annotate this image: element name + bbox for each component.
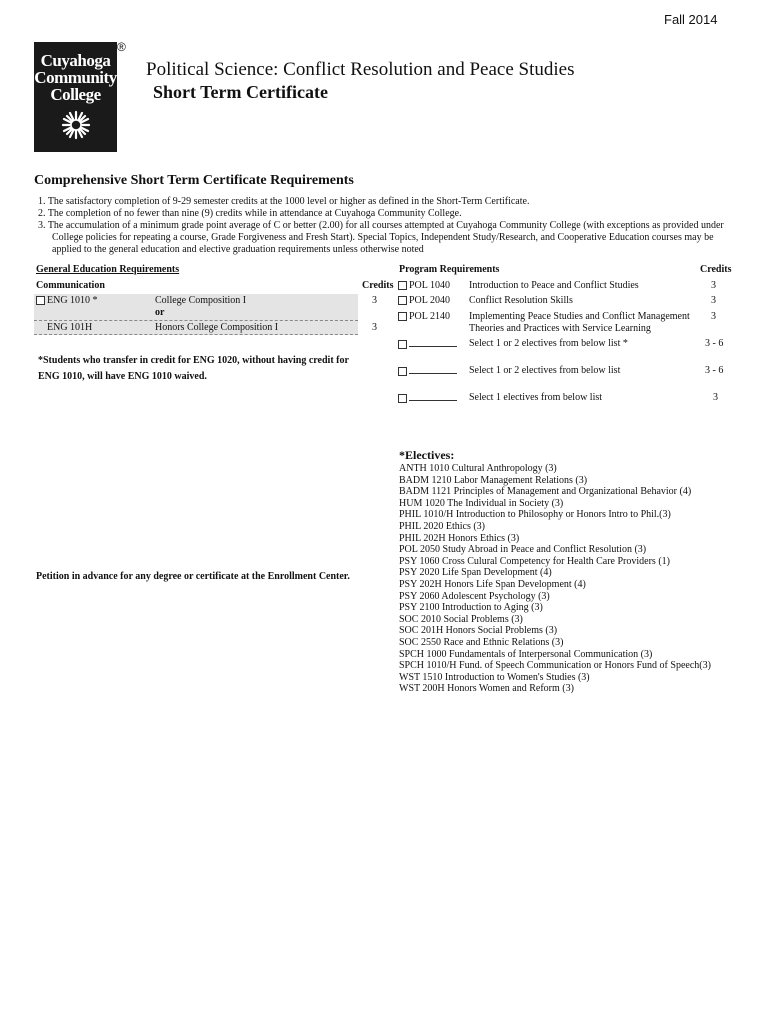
elective-item: SOC 2010 Social Problems (3) <box>399 613 523 625</box>
requirement-item: 3. The accumulation of a minimum grade point average of C or better (2.00) for all courses attempted at Cuyahoga Community College (with exceptions as provided under College policies for repeating a course, Grade Forgiveness and Fresh Start). Special Topics, Independent Study/Research, and Cooperative Education courses may be applied to the general education and elective graduation requirements unless otherwise noted <box>38 220 724 255</box>
checkbox[interactable] <box>398 340 407 349</box>
course-credits: 3 <box>711 311 716 322</box>
checkbox[interactable] <box>398 281 407 290</box>
elective-blank-field[interactable] <box>409 392 457 401</box>
electives-list <box>399 463 739 695</box>
elective-instruction: Select 1 electives from below list <box>469 392 603 403</box>
checkbox[interactable] <box>398 296 407 305</box>
course-name: Conflict Resolution Skills <box>469 295 573 306</box>
course-name: Introduction to Peace and Conflict Studies <box>469 280 639 291</box>
or-label: or <box>155 307 165 318</box>
program-row-elective <box>398 338 457 351</box>
college-logo <box>34 42 117 152</box>
petition-note: Petition in advance for any degree or certificate at the Enrollment Center. <box>36 571 350 582</box>
electives-title: *Electives: <box>399 448 455 462</box>
course-credits: 3 - 6 <box>705 365 724 376</box>
course-code: POL 1040 <box>409 280 451 291</box>
program-credits-header: Credits <box>700 264 732 275</box>
elective-instruction: Select 1 or 2 electives from below list * <box>469 338 628 349</box>
checkbox[interactable] <box>398 367 407 376</box>
elective-item: WST 1510 Introduction to Women's Studies (3) <box>399 671 590 683</box>
program-title-header: Program Requirements <box>399 264 500 275</box>
checkbox[interactable] <box>398 394 407 403</box>
program-row <box>398 295 450 307</box>
elective-item: SOC 201H Honors Social Problems (3) <box>399 625 558 637</box>
elective-item: PSY 1060 Cross Culural Competency for Health Care Providers (1) <box>399 555 670 567</box>
elective-item: BADM 1121 Principles of Management and Organizational Behavior (4) <box>399 486 692 498</box>
elective-item: PHIL 1010/H Introduction to Philosophy or Honors Intro to Phil.(3) <box>399 509 671 521</box>
course-code: POL 2040 <box>409 295 451 306</box>
course-credits: 3 <box>372 322 377 333</box>
course-code: POL 2140 <box>409 311 451 322</box>
course-name: College Composition I <box>155 295 247 306</box>
elective-item: PSY 2100 Introduction to Aging (3) <box>399 602 543 614</box>
program-title: Political Science: Conflict Resolution and Peace Studies <box>146 59 575 80</box>
gen-ed-title: General Education Requirements <box>36 264 180 275</box>
elective-item: POL 2050 Study Abroad in Peace and Conflict Resolution (3) <box>399 544 647 556</box>
elective-item: PSY 2060 Adolescent Psychology (3) <box>399 590 550 602</box>
requirement-item: 2. The completion of no fewer than nine (9) credits while in attendance at Cuyahoga Community College. <box>38 208 462 219</box>
course-credits: 3 <box>711 280 716 291</box>
elective-blank-field[interactable] <box>409 365 457 374</box>
course-name: Honors College Composition I <box>155 322 279 333</box>
course-credits: 3 - 6 <box>705 338 724 349</box>
elective-item: SPCH 1010/H Fund. of Speech Communication or Honors Fund of Speech(3) <box>399 660 711 672</box>
course-code: ENG 101H <box>47 322 93 333</box>
elective-item: PSY 2020 Life Span Development (4) <box>399 567 552 579</box>
transfer-note: *Students who transfer in credit for ENG 1020, without having credit for ENG 1010, will have ENG 1010 waived. <box>38 355 349 382</box>
program-row <box>398 311 450 323</box>
requirements-title: Comprehensive Short Term Certificate Requirements <box>34 173 354 188</box>
elective-item: ANTH 1010 Cultural Anthropology (3) <box>399 463 557 474</box>
elective-item: PHIL 2020 Ethics (3) <box>399 520 486 532</box>
gen-ed-category: Communication <box>36 280 105 291</box>
elective-instruction: Select 1 or 2 electives from below list <box>469 365 621 376</box>
requirements-list <box>38 196 738 256</box>
program-row-elective <box>398 365 457 378</box>
course-code: ENG 1010 * <box>47 295 98 306</box>
elective-item: PSY 202H Honors Life Span Development (4) <box>399 578 586 590</box>
logo-line-3: College <box>50 85 101 104</box>
gen-ed-credits-header: Credits <box>362 280 394 291</box>
program-row <box>398 280 450 292</box>
course-credits: 3 <box>713 392 718 403</box>
term-label: Fall 2014 <box>664 12 718 27</box>
checkbox[interactable] <box>398 312 407 321</box>
course-credits: 3 <box>711 295 716 306</box>
eng1010-checkbox[interactable] <box>36 296 45 305</box>
elective-item: HUM 1020 The Individual in Society (3) <box>399 497 564 509</box>
gen-ed-row-eng1010 <box>36 295 98 307</box>
course-credits: 3 <box>372 295 377 306</box>
elective-item: WST 200H Honors Women and Reform (3) <box>399 683 574 695</box>
elective-blank-field[interactable] <box>409 338 457 347</box>
elective-item: BADM 1210 Labor Management Relations (3) <box>399 474 588 486</box>
elective-item: PHIL 202H Honors Ethics (3) <box>399 532 520 544</box>
logo-line-2: Community <box>34 68 117 87</box>
course-name: Implementing Peace Studies and Conflict Management Theories and Practices with Service Learning <box>469 311 690 334</box>
certificate-title: Short Term Certificate <box>153 82 328 102</box>
college-seal-icon <box>34 109 117 144</box>
requirement-item: 1. The satisfactory completion of 9-29 semester credits at the 1000 level or higher as defined in the Short-Term Certificate. <box>38 196 530 207</box>
elective-item: SPCH 1000 Fundamentals of Interpersonal Communication (3) <box>399 648 653 660</box>
program-row-elective <box>398 392 457 405</box>
registered-mark: ® <box>117 40 126 54</box>
elective-item: SOC 2550 Race and Ethnic Relations (3) <box>399 636 564 648</box>
logo-line-1: Cuyahoga <box>40 51 111 70</box>
